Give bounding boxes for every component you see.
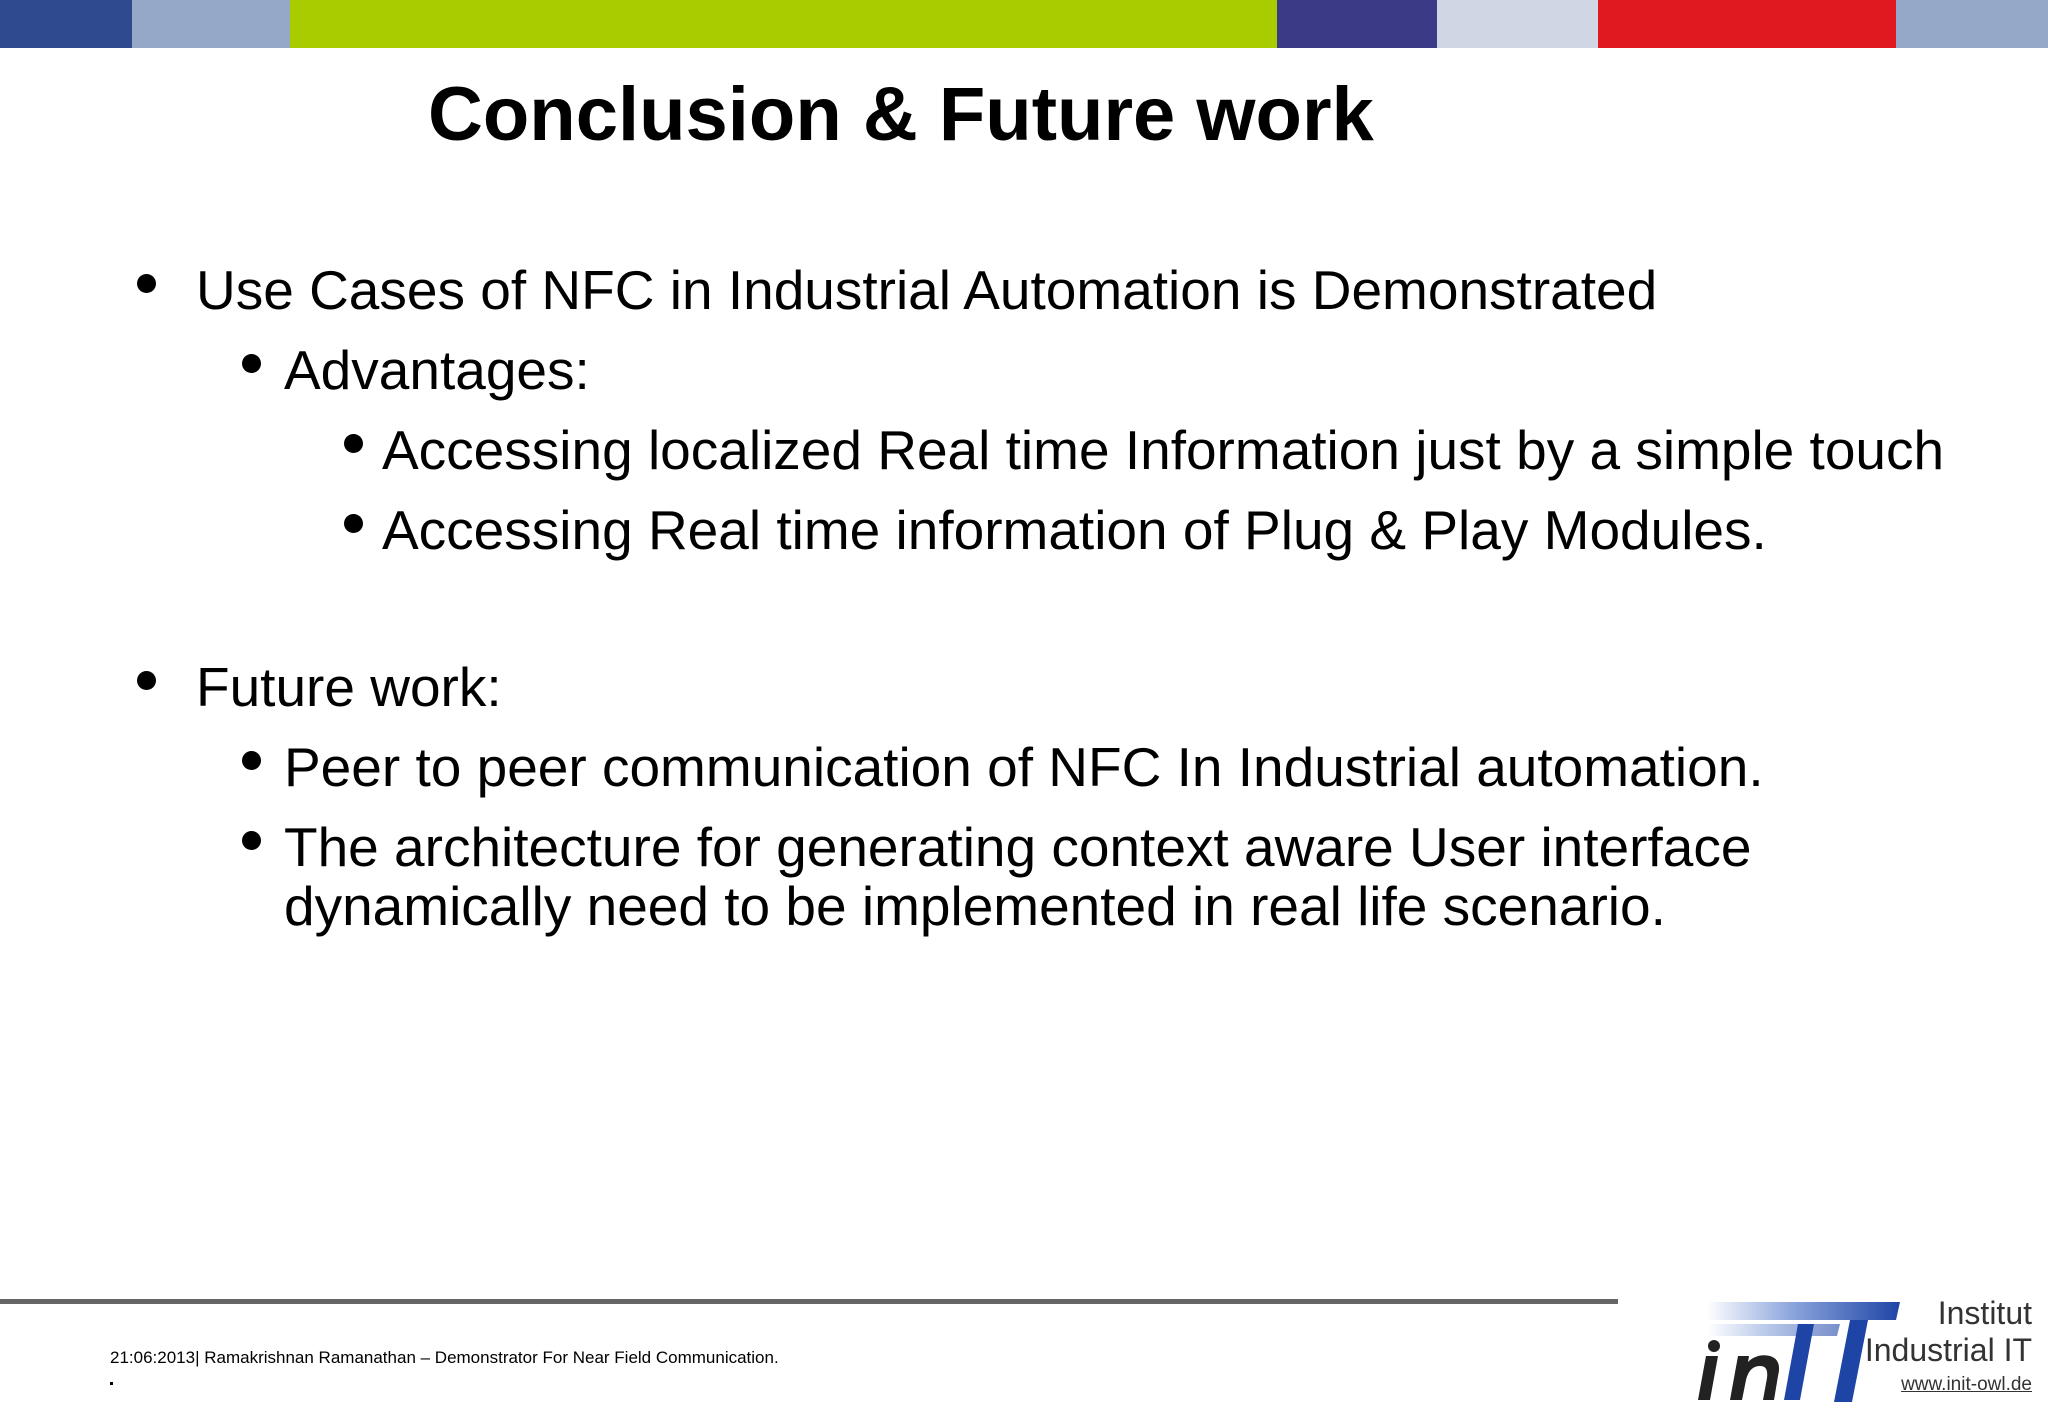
logo-line-institut: Institut — [1937, 1295, 2032, 1331]
bullet-architecture-line-2: dynamically need to be implemented in real life scenario. — [284, 875, 1666, 937]
header-stripe-2 — [132, 0, 290, 48]
bullet-architecture-line-1: The architecture for generating context aware User interface — [284, 816, 1752, 878]
logo-line-industrial-it: Industrial IT — [1864, 1332, 2032, 1368]
bullet-advantage-touch: Accessing localized Real time Information just by a simple touch — [382, 419, 1945, 481]
bullet-peer-to-peer: Peer to peer communication of NFC In Industrial automation. — [284, 736, 1764, 798]
bullet-dot — [137, 671, 156, 690]
footer-divider — [0, 1299, 1618, 1304]
header-color-bar — [0, 0, 2048, 48]
bullet-advantages: Advantages: — [284, 339, 590, 401]
footer-text: 21:06:2013| Ramakrishnan Ramanathan – Demonstrator For Near Field Communication. — [110, 1348, 779, 1367]
header-stripe-3 — [290, 0, 1277, 48]
bullet-dot — [344, 434, 363, 453]
bullet-dot — [242, 354, 261, 373]
bullet-dot — [242, 831, 261, 850]
bullet-use-cases: Use Cases of NFC in Industrial Automation is Demonstrated — [196, 259, 1658, 321]
header-stripe-4 — [1277, 0, 1437, 48]
header-stripe-7 — [1896, 0, 2048, 48]
slide-title: Conclusion & Future work — [428, 72, 1374, 157]
bullet-future-work: Future work: — [196, 656, 502, 718]
logo-url: www.init-owl.de — [1901, 1374, 2032, 1395]
header-stripe-5 — [1437, 0, 1598, 48]
header-stripe-6 — [1598, 0, 1896, 48]
init-logo — [1690, 1290, 2040, 1410]
bullet-dot — [242, 751, 261, 770]
header-stripe-1 — [0, 0, 132, 48]
bullet-advantage-plug-play: Accessing Real time information of Plug & Play Modules. — [382, 499, 1767, 561]
bullet-dot — [137, 274, 156, 293]
footer-mark — [110, 1382, 113, 1385]
bullet-dot — [344, 514, 363, 533]
